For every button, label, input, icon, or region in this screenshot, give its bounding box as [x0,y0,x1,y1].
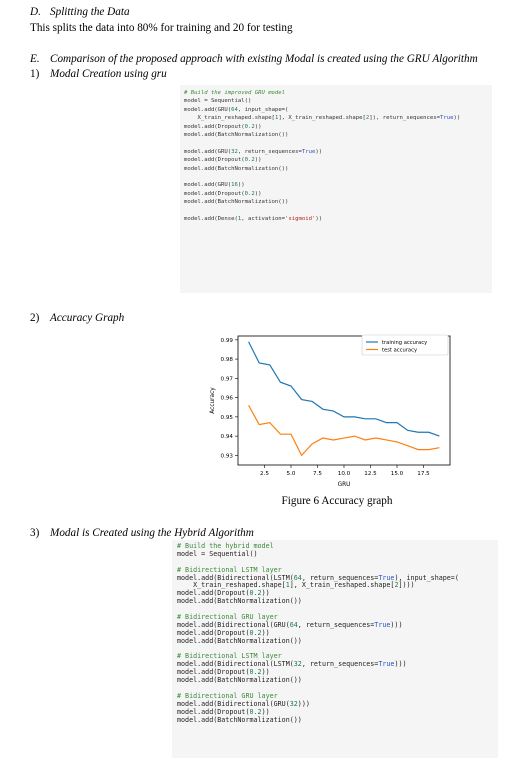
gru-code-block [180,85,492,293]
subsection-3-title: Modal is Created using the Hybrid Algorithm [50,527,254,539]
subsection-2-heading [30,312,124,324]
code-line: model.add(Dropout(0.2)) [177,589,270,598]
y-tick-label: 0.93 [220,453,233,460]
x-tick-label: 7.5 [313,471,322,477]
figure-caption: Figure 6 Accuracy graph [281,495,393,507]
code-line: model.add(BatchNormalization()) [177,636,302,645]
code-line: model.add(BatchNormalization()) [177,715,302,724]
y-tick-label: 0.96 [220,395,233,402]
code-line: model.add(Bidirectional(LSTM(32, return_sequences=True))) [177,660,407,669]
plot-frame [238,336,450,465]
code-line: model.add(BatchNormalization()) [177,597,302,606]
section-d-paragraph: This splits the data into 80% for training and 20 for testing [30,22,293,34]
code-line: model.add(Dropout(0.2)) [184,157,262,164]
y-tick-label: 0.98 [220,357,233,364]
code-line: model.add(BatchNormalization()) [184,131,289,138]
x-tick-label: 12.5 [364,471,377,477]
x-tick-label: 17.5 [417,471,430,477]
code-line: model.add(Bidirectional(LSTM(64, return_sequences=True), input_shape=( [177,573,459,582]
section-e-label: E. [30,53,40,65]
code-line: model = Sequential() [177,549,258,558]
code-line: model.add(GRU(32, return_sequences=True)) [184,148,323,155]
section-e-heading [30,53,478,65]
legend-label: test accuracy [382,347,418,354]
hybrid-code-block [172,540,498,758]
code-line: model.add(BatchNormalization()) [184,199,289,206]
code-comment-line: # Bidirectional LSTM layer [177,565,282,574]
code-line: model.add(Dropout(0.2)) [177,628,270,637]
x-tick-label: 5.0 [286,471,296,477]
code-line [184,206,492,214]
section-d-label: D. [30,6,41,18]
code-line: model.add(Dropout(0.2)) [184,190,262,197]
series-line-0 [249,342,440,436]
code-line: model.add(GRU(64, input_shape=( [184,106,289,113]
y-tick-label: 0.95 [220,414,233,421]
subsection-3-heading [30,527,254,539]
accuracy-chart [200,330,460,490]
code-comment-line: # Bidirectional GRU layer [177,613,278,622]
subsection-1-title: Modal Creation using gru [50,68,167,80]
code-line: model.add(BatchNormalization()) [177,676,302,685]
code-comment-line: # Build the hybrid model [177,542,274,550]
code-line: X_train_reshaped.shape[1], X_train_reshaped.shape[2]), return_sequences=True)) [184,115,461,122]
code-line [184,173,492,181]
code-line [184,139,492,147]
code-line: X_train_reshaped.shape[1], X_train_reshaped.shape[2]))) [177,581,415,590]
x-tick-label: 2.5 [260,471,269,477]
code-comment-line: # Bidirectional LSTM layer [177,652,282,661]
code-line: model.add(Bidirectional(GRU(32))) [177,699,310,708]
subsection-3-label: 3) [30,527,40,539]
code-comment-line: # Build the improved GRU model [184,90,286,96]
code-line: model.add(BatchNormalization()) [184,165,289,172]
subsection-2-title: Accuracy Graph [50,312,125,324]
code-line: model.add(Dense(1, activation='sigmoid')) [184,215,323,222]
x-axis-label: GRU [337,482,351,488]
y-axis-label: Accuracy [210,387,216,414]
x-tick-label: 10.0 [337,471,351,477]
code-line: model = Sequential() [184,98,252,105]
section-e-title: Comparison of the proposed approach with existing Modal is created using the GRU Algorithm [50,53,478,65]
subsection-1-label: 1) [30,68,40,80]
y-tick-label: 0.94 [220,434,233,441]
y-tick-label: 0.97 [220,376,233,383]
code-line: model.add(Dropout(0.2)) [184,123,262,130]
section-d-title: Splitting the Data [50,6,130,18]
code-line: model.add(Dropout(0.2)) [177,668,270,677]
code-line: model.add(GRU(16)) [184,182,245,189]
legend-label: training accuracy [382,340,428,346]
section-d-heading [30,6,130,18]
subsection-2-label: 2) [30,312,40,324]
y-tick-label: 0.99 [220,337,233,344]
code-line: model.add(Bidirectional(GRU(64, return_sequences=True))) [177,620,403,629]
x-tick-label: 15.0 [390,471,404,477]
code-line: model.add(Dropout(0.2)) [177,707,270,716]
subsection-1-heading [30,68,167,80]
code-comment-line: # Bidirectional GRU layer [177,691,278,700]
